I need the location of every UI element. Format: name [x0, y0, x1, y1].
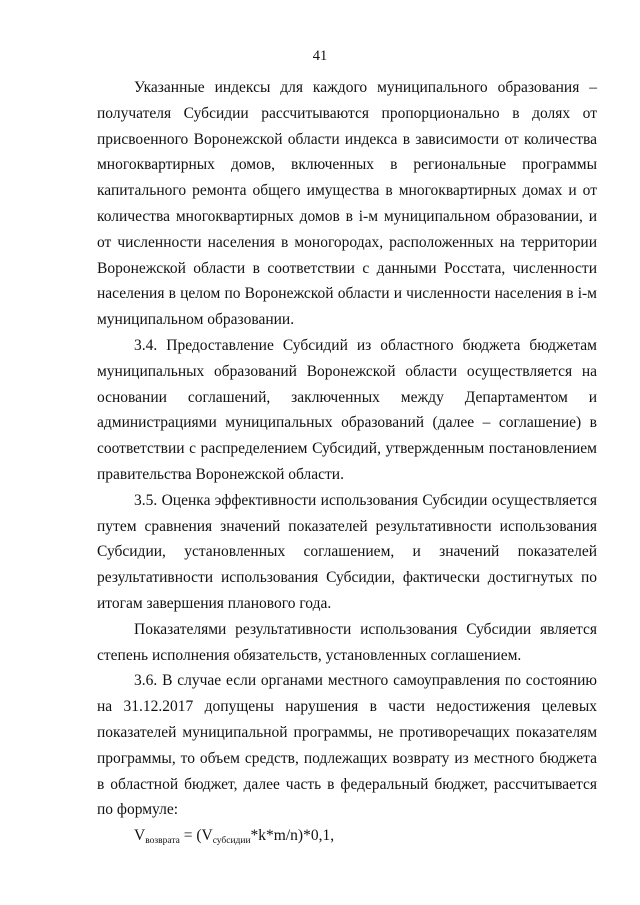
formula-lhs-subscript: возврата: [145, 836, 180, 847]
page-number: 41: [312, 48, 328, 64]
document-body: [97, 75, 597, 855]
formula-lhs: V: [134, 827, 146, 845]
paragraph-3-6-refund: 3.6. В случае если органами местного самоуправления по состоянию на 31.12.2017 допущены нарушения в части недостижения целевых показателей муниципальной программы, не противоречащих показателям программы, то объем средств, подлежащих возврату из местного бюджета в областной бюджет, далее часть в федеральный бюджет, рассчитывается по формуле:: [97, 672, 597, 819]
paragraph-indices-calculation: Указанные индексы для каждого муниципального образования – получателя Субсидии рассчитываются пропорционально в долях от присвоенного Воронежской области индекса в зависимости от количества многоквартирных домов, включенных в региональные программы капитального ремонта общего имущества в многоквартирных домах и от количества многоквартирных домов в i-м муниципальном образовании, и от численности населения в моногородах, расположенных на территории Воронежской области в соответствии с данными Росстата, численности населения в целом по Воронежской области и численности населения в i-м муниципальном образовании.: [97, 79, 597, 329]
formula-tail: *k*m/n)*0,1,: [250, 827, 335, 845]
formula-equals: = (V: [179, 827, 213, 845]
paragraph-performance-indicators: Показателями результативности использования Субсидии является степень исполнения обязательств, установленных соглашением.: [97, 620, 597, 664]
refund-formula: [97, 823, 597, 855]
formula-rhs-subscript: субсидии: [212, 836, 251, 847]
paragraph-3-5-efficiency-evaluation: 3.5. Оценка эффективности использования Субсидии осуществляется путем сравнения значений показателей результативности использования Субсидии, установленных соглашением, и значений показателей результативности использования Субсидии, фактически достигнутых по итогам завершения планового года.: [97, 491, 597, 612]
paragraph-3-4-subsidy-provision: 3.4. Предоставление Субсидий из областного бюджета бюджетам муниципальных образований Воронежской области осуществляется на основании соглашений, заключенных между Департаментом и администрациями муниципальных образований (далее – соглашение) в соответствии с распределением Субсидий, утвержденным постановлением правительства Воронежской области.: [97, 336, 597, 483]
